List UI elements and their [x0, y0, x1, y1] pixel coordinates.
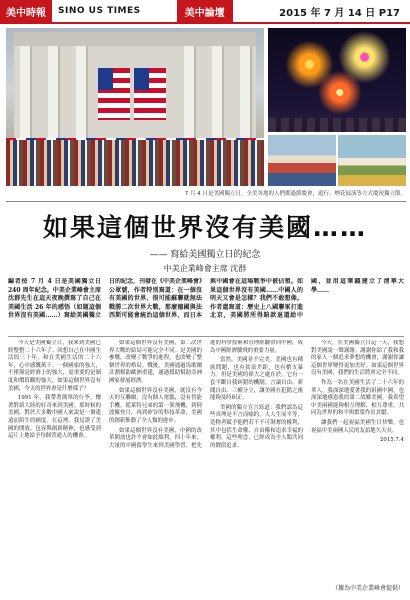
editor-note-text: 編者按 7 月 4 日是美國獨立日 240 周年紀念。中美企業峰會主席沈群先生在這天夜晚撰寫了自己在美國生活 26 年的感悟（如題這個世界沒有美國……）寫給美國獨立日的紀念，刊發在《中美企業峰會》公眾號，作者特別寫道：在一個沒有美國的世界，很可能蘇聯就無法戰勝二次世界大戰，那麼德國與法西斯可能會統治這個世界，而日本與中國會在這場戰爭中被佔領。如果這個世界沒有美國……中國人的明天又會是怎樣？我們不敢想像。作者還寫道：歷史上八國聯軍打進北京，美國將所得賠款退還給中國，並用這筆錢建立了清華大學…… — [8, 278, 404, 319]
parade-photo — [268, 135, 336, 186]
city-skyline — [268, 118, 406, 132]
body-paragraph: 1991 年，我帶著簡單的行李，懷著對新大陸的好奇來到美國。那時候的美國，對於大多數中國人來說是一個遙遠而陌生的國度。在這裡，我見證了美國的開放、包容與創新精神，也感受到這片土地給予每個普通人的機會。 — [8, 395, 101, 440]
pediment — [14, 32, 256, 46]
column — [184, 46, 194, 142]
crowd — [6, 140, 264, 186]
fireworks-photo — [268, 28, 406, 132]
building-facade — [14, 42, 256, 142]
paper-name-en: SINO US TIMES — [58, 6, 141, 16]
column — [20, 46, 30, 142]
masthead — [0, 0, 410, 22]
body-paragraph: 如果這個世界沒有美國，就沒有今天的互聯網，沒有個人電腦，沒有智能手機。從萊特兄弟的第一架飛機，到阿波羅登月，再到矽谷的科技革命，美國的創新推動了全人類的進步。 — [109, 387, 202, 424]
paper-name: 美中時報 — [0, 0, 52, 22]
capitol-celebration-photo — [6, 28, 264, 186]
article-body — [8, 340, 404, 582]
us-flag — [134, 68, 166, 120]
body-paragraph: 如果這個世界沒有美國，第二次世界大戰的結局可能完全不同。是美國的參戰，改變了戰爭的進程，也改變了整個世界的格局。戰後，美國通過馬歇爾計劃幫助歐洲重建，通過援助幫助亞洲國家發展經濟。 — [109, 340, 202, 384]
column — [76, 46, 86, 142]
editor-note — [8, 278, 404, 334]
section-label: 美中論壇 — [177, 0, 233, 22]
article-byline: 中美企業峰會主席 沈群 — [163, 264, 247, 273]
body-paragraph: 當然，美國並不完美。美國也有種族問題，也有貧富差距，也有槍支暴力。但是美國的偉大之處在於，它有一套不斷自我糾錯的機制。言論自由、新聞自由、三權分立，讓美國在犯錯之後能夠及時糾正。 — [210, 357, 303, 402]
column — [212, 46, 222, 142]
column — [48, 46, 58, 142]
body-paragraph: 美國的獨立宣言寫道：我們認為這些真理是不言而喻的，人人生而平等，造物者賦予他們若干不可剝奪的權利，其中包括生命權、自由權和追求幸福的權利。這些理念，已經成為全人類共同的價值追求。 — [210, 404, 303, 449]
masthead-rule — [0, 22, 410, 24]
article-subtitle: —— 寫給美國獨立日的紀念 — [149, 250, 261, 260]
article-headline: 如果這個世界沒有美國…… — [42, 213, 367, 242]
divider — [8, 336, 404, 337]
body-paragraph: 讓我們一起祝福美國生日快樂，也祝福中美兩國人民的友誼地久天長。 — [311, 419, 404, 434]
us-flag — [98, 68, 130, 120]
article-date: 2015.7.4 — [379, 437, 404, 444]
photo-caption: 7 月 4 日是美國獨立日，全美各地的人們都過節慶會，遊行、煙花展演等方式慶祝獨立節。 — [184, 191, 406, 197]
body-paragraph: 今天，在美國獨立日這一天，我想對美國說一聲謝謝。謝謝你給了我和我的家人一個追求夢想的機會，謝謝你讓這個世界變得更加美好。如果這個世界沒有美國，我們的生活將會完全不同。 — [311, 340, 404, 377]
source-note: （據為中美企業峰會提供） — [331, 585, 404, 592]
issue-date: 2015 年 7 月 14 日 P17 — [279, 7, 400, 19]
divider — [6, 201, 406, 202]
body-paragraph: 作為一名在美國生活了二十六年的華人，我深深地愛著我的祖國中國，也深深地感恩我的第二故鄉美國。我希望中美兩國能夠相互理解、相互尊重，共同為世界的和平與繁榮作出貢獻。 — [311, 379, 404, 417]
body-paragraph: 如果這個世界沒有美國，中國的改革開放也許不會如此順利。四十年來，大量的中國留學生來到美國學習，把先進的科學技術和管理經驗帶回中國，成為中國經濟騰飛的重要力量。 — [109, 340, 303, 449]
column — [240, 46, 250, 142]
body-paragraph: 今天是美國獨立日，我來到美國已經整整二十六年了。回想自己在中國生活的三十年，和在美國生活的二十六年，心中感慨萬千。一個國家的強大，不僅僅是經濟上的強大，更重要的是制度和價值觀的強大。如果這個世界沒有美國，今天的世界會是什麼樣子？ — [8, 340, 101, 392]
parade-float-photo — [338, 135, 406, 186]
